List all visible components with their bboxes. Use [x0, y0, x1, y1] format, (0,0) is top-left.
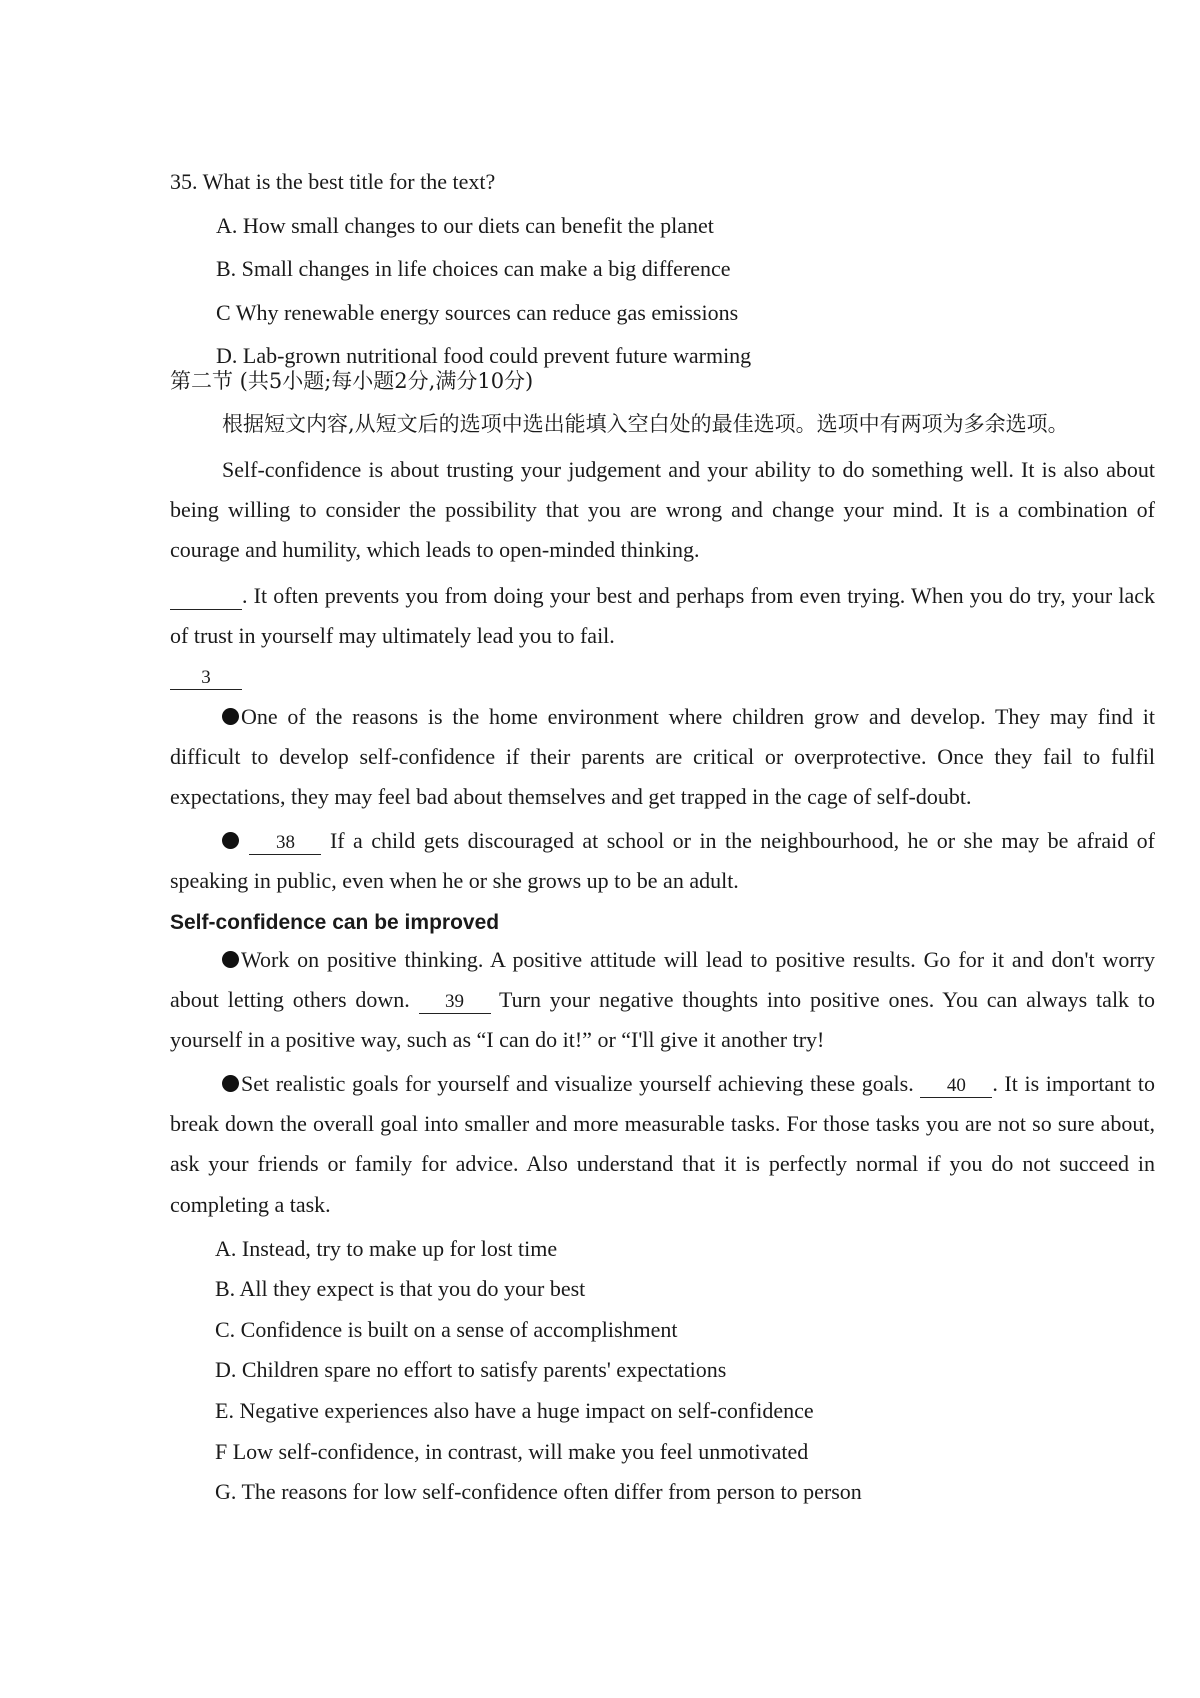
bullet-realistic-goals: [170, 1064, 1155, 1224]
question-35: [170, 168, 1150, 386]
bullet-text: If a child gets discouraged at school or in the neighbourhood, he or she may be afraid of speaking in public, even when he or she grows up to be an adult.: [170, 827, 1156, 893]
bullet-text: One of the reasons is the home environment where children grow and develop. They may find it difficult to develop self-confidence if their parents are critical or overprotective. Once they fail to fulfil expectations, they may feel bad about themselves and get trapped in the cage of self-doubt.: [170, 703, 1155, 809]
option-c: C Why renewable energy sources can reduce gas emissions: [216, 299, 739, 325]
bullet-home-environment: [170, 697, 1155, 817]
choice-f: F Low self-confidence, in contrast, will make you feel unmotivated: [215, 1438, 809, 1464]
answer-blank-36: [170, 588, 242, 610]
paragraph-text: . It often prevents you from doing your best and perhaps from even trying. When you do try, your lack of trust in yourself may ultimately lead you to fail.: [170, 582, 1155, 648]
bullet-text: Work on positive thinking. A positive attitude will lead to positive results. Go for it and don't worry about letting others down.: [170, 947, 1155, 1013]
choice-e: E. Negative experiences also have a huge impact on self-confidence: [215, 1397, 814, 1423]
paragraph-blank-36: [170, 576, 1155, 656]
section-instruction: 根据短文内容,从短文后的选项中选出能填入空白处的最佳选项。选项中有两项为多余选项。: [222, 412, 1069, 437]
bullet-positive-thinking: [170, 940, 1155, 1060]
choice-a: A. Instead, try to make up for lost time: [215, 1235, 558, 1261]
choice-c: C. Confidence is built on a sense of accomplishment: [215, 1316, 678, 1342]
bullet-dot-icon: [222, 951, 239, 968]
intro-paragraph: Self-confidence is about trusting your judgement and your ability to do something well. It is also about being willing to consider the possibility that you are wrong and change your mind. It is a combination of courage and humility, which leads to open-minded thinking.: [170, 456, 1155, 562]
choice-d: D. Children spare no effort to satisfy parents' expectations: [215, 1357, 727, 1383]
choice-g: G. The reasons for low self-confidence often differ from person to person: [215, 1479, 862, 1505]
subheading: Self-confidence can be improved: [170, 911, 500, 935]
heading-blank-line: [170, 658, 1155, 693]
bullet-text: Turn your negative thoughts into positive ones. You can always talk to yourself in a positive way, such as “I can do it!” or “I'll give it another try!: [170, 987, 1155, 1053]
answer-blank-38: 38: [249, 833, 321, 855]
bullet-dot-icon: [222, 708, 239, 725]
bullet-dot-icon: [222, 832, 239, 849]
option-a: A. How small changes to our diets can benefit the planet: [216, 212, 714, 238]
option-b: B. Small changes in life choices can make a big difference: [216, 256, 731, 282]
bullet-text: . It is important to break down the overall goal into smaller and more measurable tasks. For those tasks you are not so sure about, ask your friends or family for advice. Also understand that it is perfectly normal if you do not succeed in completing a task.: [170, 1071, 1156, 1217]
answer-blank-39: 39: [419, 992, 491, 1014]
question-stem: 35. What is the best title for the text?: [170, 169, 496, 194]
section-two: [170, 368, 1155, 1519]
bullet-dot-icon: [222, 1075, 239, 1092]
answer-blank-37: 3: [170, 668, 242, 690]
choice-b: B. All they expect is that you do your best: [215, 1276, 586, 1302]
answer-blank-40: 40: [920, 1076, 992, 1098]
section-title: 第二节 (共5小题;每小题2分,满分10分): [170, 369, 534, 393]
bullet-blank-38: [170, 821, 1155, 901]
option-d: D. Lab-grown nutritional food could prevent future warming: [216, 343, 752, 369]
bullet-text: Set realistic goals for yourself and visualize yourself achieving these goals.: [241, 1071, 914, 1097]
answer-choices: [215, 1235, 1155, 1507]
